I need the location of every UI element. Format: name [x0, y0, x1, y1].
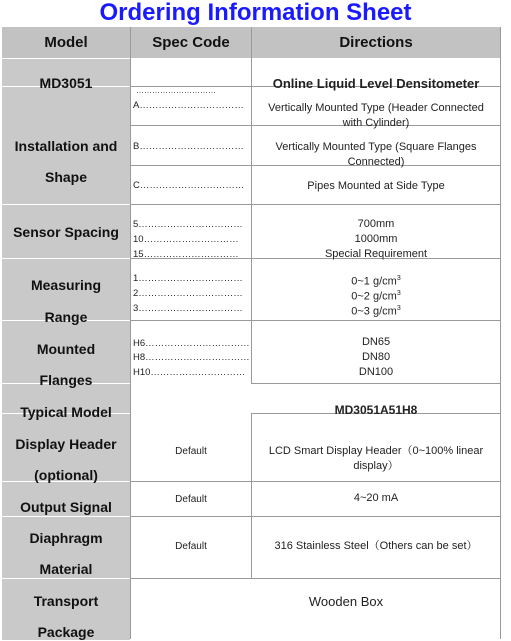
model-installation-line2: Shape — [44, 169, 87, 185]
direction-md3051: Online Liquid Level Densitometer — [272, 76, 480, 91]
model-transport-line2: Package — [37, 624, 95, 640]
model-display-line2: (optional) — [34, 467, 98, 483]
direction-sensor-10: 1000mm — [354, 233, 398, 245]
direction-flange-h8: DN80 — [361, 351, 391, 363]
model-installation-line1: Installation and — [14, 138, 118, 154]
model-sensor-spacing: Sensor Spacing — [13, 224, 119, 240]
divider — [130, 320, 501, 321]
model-display-line1: Display Header — [15, 436, 117, 452]
divider — [130, 204, 501, 205]
direction-transport: Wooden Box — [308, 594, 384, 609]
direction-range-3: 0~3 $g/cm^3$ — [351, 305, 401, 318]
direction-range-1: 0~1 $g/cm^3$ — [351, 275, 401, 288]
spec-code-flange-h8: H8…………………………… — [133, 352, 250, 363]
direction-range-2: 0~2 $g/cm^3$ — [351, 290, 401, 303]
model-measuring-line2: Range — [44, 309, 88, 325]
model-typical: Typical Model — [20, 404, 112, 420]
ordering-table — [2, 27, 501, 639]
direction-installation-b-line2: Connected) — [347, 156, 405, 168]
header-model: Model — [2, 27, 130, 58]
spec-code-flange-h6: H6…………………………… — [133, 338, 250, 349]
spec-code-diaphragm: Default — [175, 541, 207, 552]
divider — [500, 27, 501, 639]
model-md3051: MD3051 — [39, 75, 93, 91]
spec-code-sensor-15: 15………………………… — [133, 249, 239, 260]
spec-code-output: Default — [175, 494, 207, 505]
spec-code-md3051: ………………………… — [136, 86, 216, 95]
direction-display-line2: display） — [353, 460, 399, 472]
direction-installation-a-line1: Vertically Mounted Type (Header Connected — [268, 102, 484, 114]
model-flanges-line1: Mounted — [36, 341, 96, 357]
model-flanges-line2: Flanges — [39, 372, 93, 388]
model-diaphragm-line2: Material — [39, 561, 93, 577]
spec-code-sensor-10: 10………………………… — [133, 234, 239, 245]
spec-code-display: Default — [175, 446, 207, 457]
direction-installation-a-line2: with Cylinder) — [342, 117, 410, 129]
spec-code-installation-c: C…………………………… — [133, 180, 245, 191]
divider — [130, 578, 501, 579]
spec-code-range-1: 1…………………………… — [133, 273, 243, 284]
model-output: Output Signal — [20, 499, 112, 515]
model-measuring-line1: Measuring — [30, 277, 101, 293]
spec-code-installation-b: B…………………………… — [133, 141, 244, 152]
direction-diaphragm: 316 Stainless Steel（Others can be set） — [274, 540, 478, 552]
divider — [251, 383, 501, 384]
typical-model-value: MD3051A51H8 — [334, 403, 418, 417]
direction-installation-b-line1: Vertically Mounted Type (Square Flanges — [275, 141, 477, 153]
direction-installation-c: Pipes Mounted at Side Type — [307, 180, 445, 192]
model-diaphragm-line1: Diaphragm — [29, 530, 103, 546]
direction-sensor-5: 700mm — [357, 218, 395, 230]
model-transport-line1: Transport — [33, 593, 99, 609]
direction-display-line1: LCD Smart Display Header（0~100% linear — [268, 445, 484, 457]
spec-code-range-3: 3…………………………… — [133, 303, 243, 314]
direction-flange-h10: DN100 — [358, 366, 394, 378]
divider — [130, 481, 501, 482]
page-title: Ordering Information Sheet — [99, 0, 412, 26]
direction-output: 4~20 mA — [353, 492, 399, 504]
spec-code-sensor-5: 5…………………………… — [133, 219, 243, 230]
direction-sensor-15: Special Requirement — [324, 248, 428, 260]
spec-code-range-2: 2…………………………… — [133, 288, 243, 299]
divider — [130, 516, 501, 517]
spec-code-flange-h10: H10………………………… — [133, 367, 246, 378]
spec-code-installation-a: A…………………………… — [133, 100, 244, 111]
header-directions: Directions — [252, 27, 500, 58]
header-spec-code: Spec Code — [131, 27, 251, 58]
direction-flange-h6: DN65 — [361, 336, 391, 348]
